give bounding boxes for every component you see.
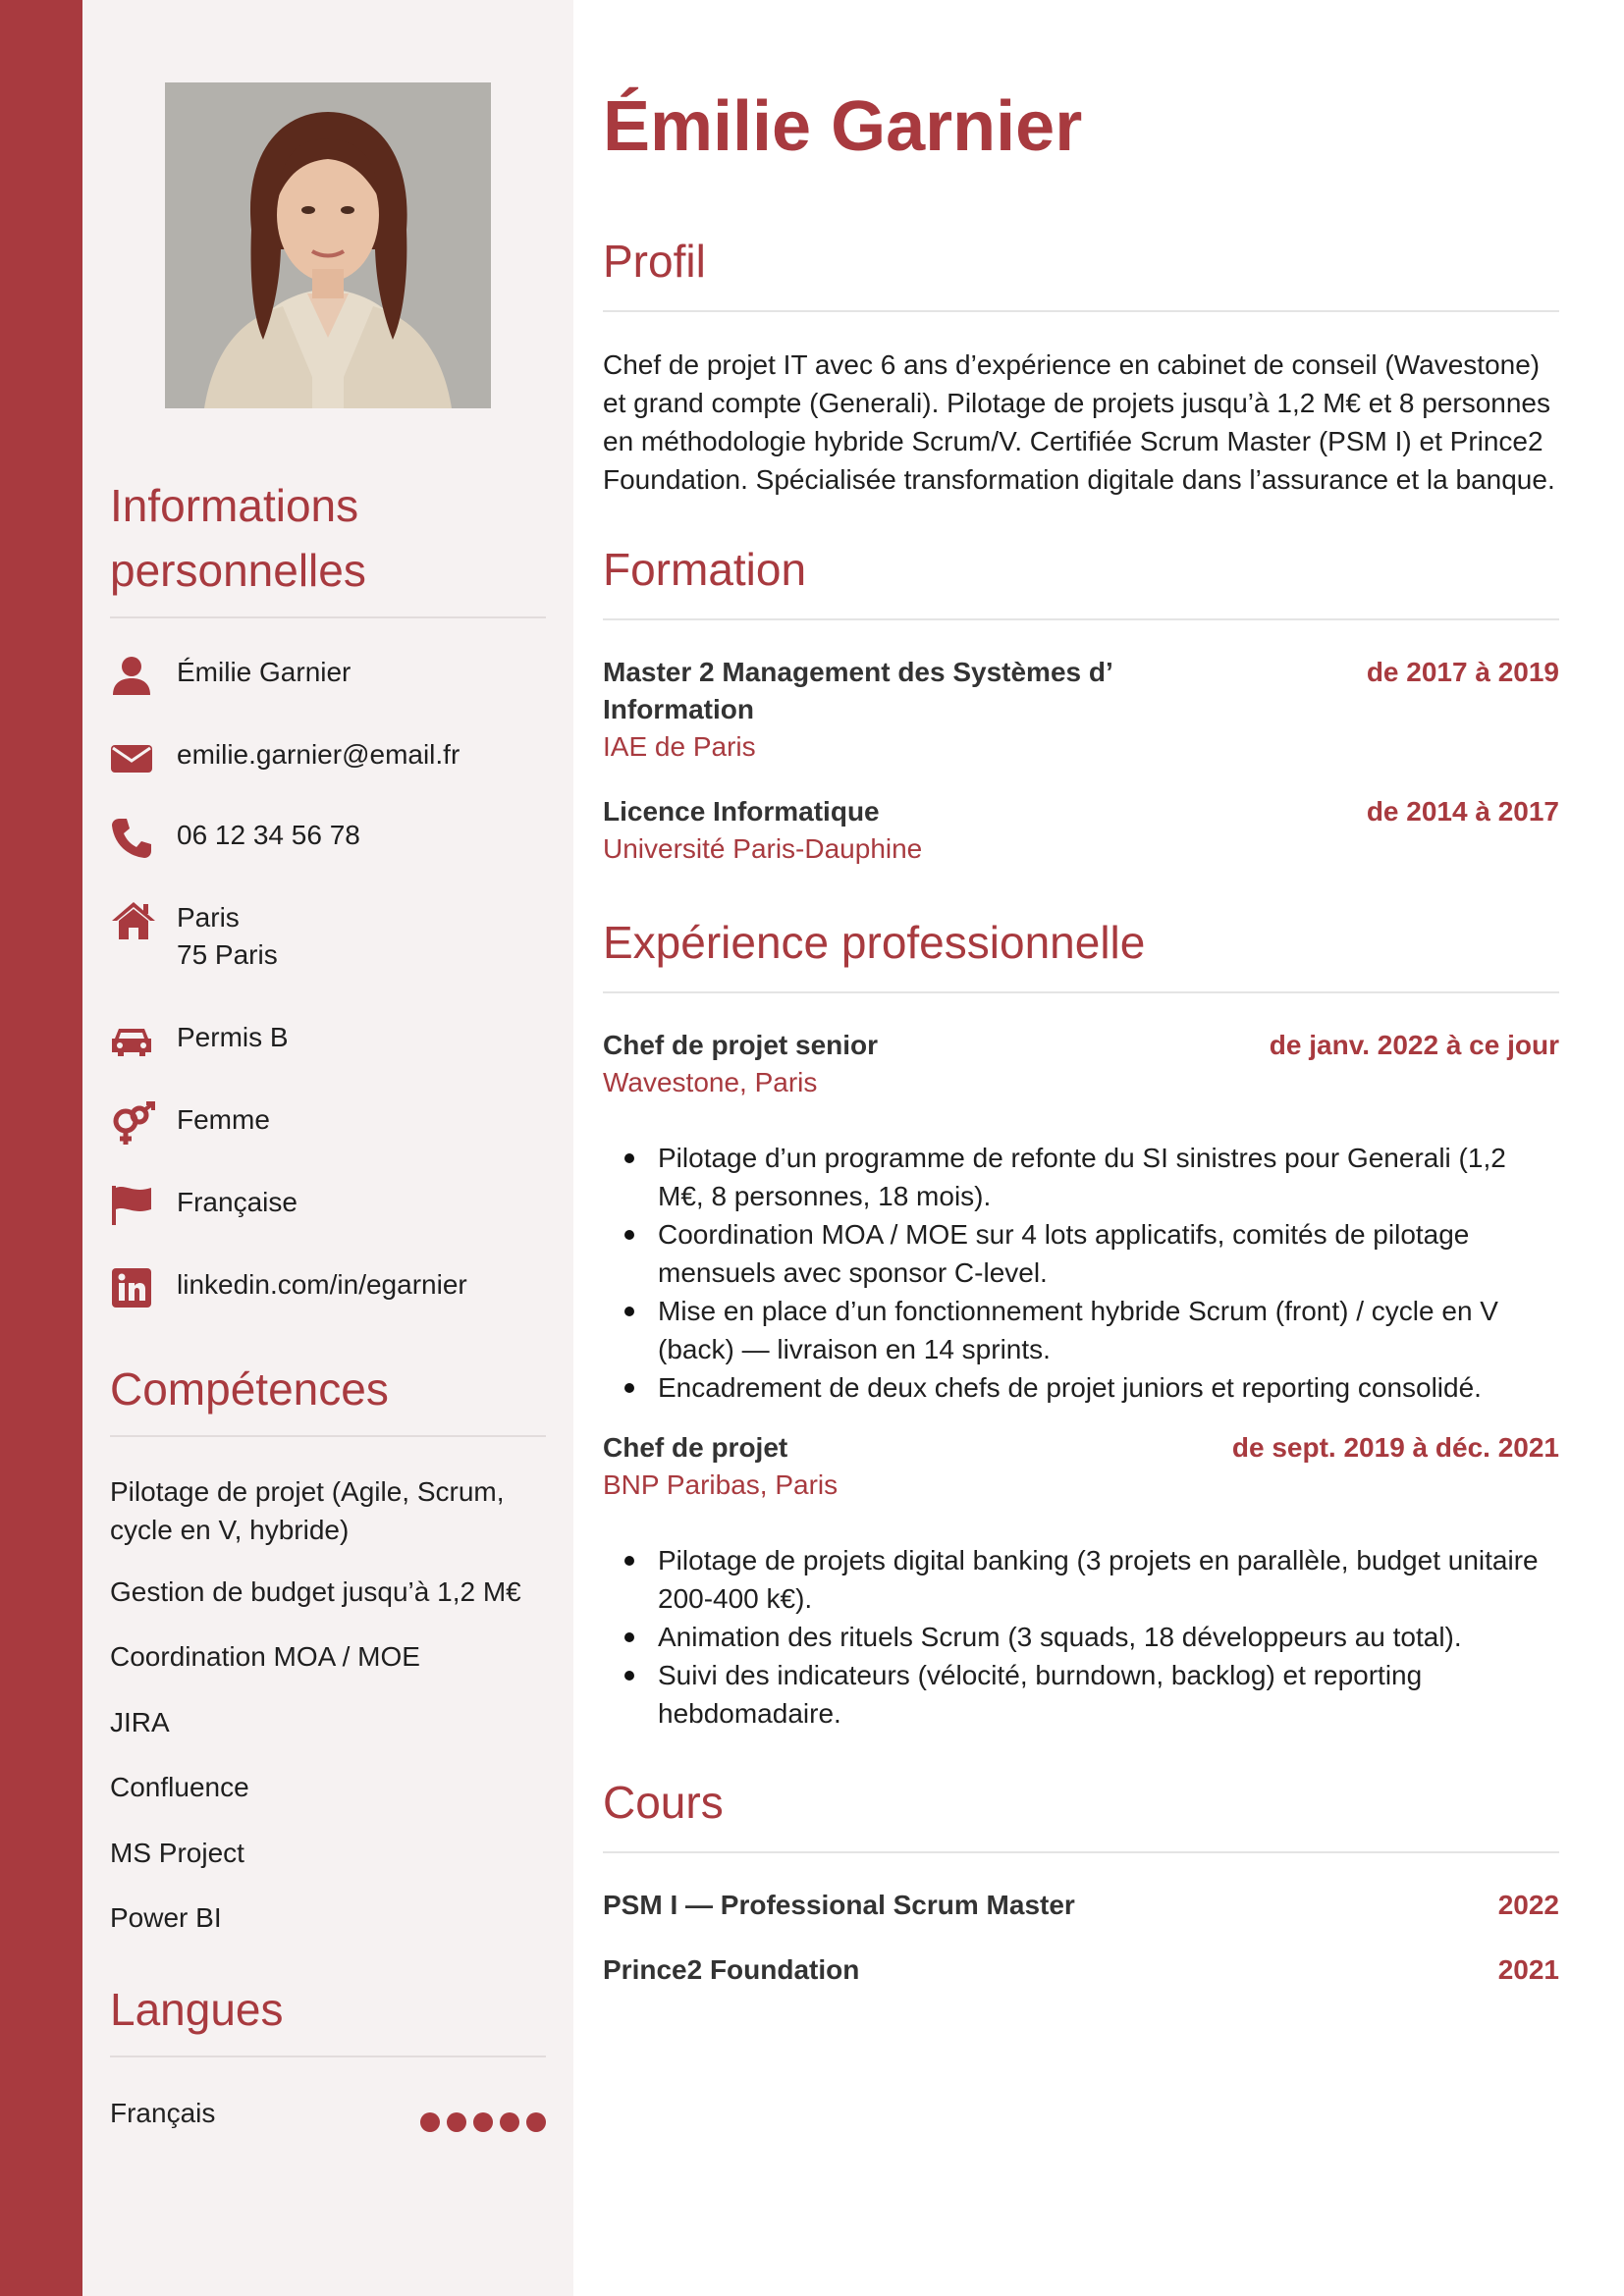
experience-company: BNP Paribas, Paris [603,1469,839,1500]
linkedin-icon [110,1266,153,1309]
skill-item: Confluence [110,1772,249,1802]
level-dot [500,2112,519,2132]
info-text: Paris 75 Paris [177,902,278,970]
info-text: Émilie Garnier [177,657,352,687]
bullet-item: Encadrement de deux chefs de projet juniors et reporting consolidé. [603,1368,1559,1407]
car-icon [110,1019,153,1062]
experience-title: Chef de projet [603,1432,788,1463]
skill-item: Gestion de budget jusqu’à 1,2 M€ [110,1576,521,1607]
bullet-item: Coordination MOA / MOE sur 4 lots applicatifs, comités de pilotage mensuels avec sponsor C-level. [603,1215,1559,1292]
courses-heading: Cours [603,1773,1559,1853]
experience-heading: Expérience professionnelle [603,913,1559,993]
education-title: Licence Informatique [603,796,880,827]
gender-icon [110,1101,153,1145]
profile-heading: Profil [603,232,1559,312]
level-dot [526,2112,546,2132]
experience-dates: de janv. 2022 à ce jour [1269,1030,1559,1060]
languages-heading: Langues [110,1977,546,2057]
profile-text: Chef de projet IT avec 6 ans d’expérience en cabinet de conseil (Wavestone) et grand compte (Generali). Pilotage de projets jusqu’à 1,2 M€ et 8 personnes en méthodologie hybride Scrum/V. Certifiée Scrum Master (PSM I) et Prince2 Foundation. Spécialisée transformation digitale dans l’assurance et la banque. [603,349,1555,495]
info-text[interactable]: linkedin.com/in/egarnier [177,1269,467,1300]
sidebar [82,0,573,2296]
phone-icon [110,817,153,860]
profile-photo [165,82,491,408]
personal-info-heading: Informations personnelles [110,473,546,618]
flag-icon [110,1184,153,1227]
info-text: Française [177,1187,298,1217]
home-icon [110,899,153,942]
info-text[interactable]: emilie.garnier@email.fr [177,739,460,770]
language-name: Français [110,2098,216,2128]
envelope-icon [110,736,153,779]
user-icon [110,654,153,697]
info-text: Femme [177,1104,270,1135]
course-year: 2022 [1497,1890,1559,1920]
experience-title: Chef de projet senior [603,1030,879,1060]
bullet-item: Animation des rituels Scrum (3 squads, 18 développeurs au total). [603,1618,1559,1656]
skill-item: Power BI [110,1902,222,1933]
skill-item: JIRA [110,1707,170,1737]
language-level [413,2105,546,2142]
bullet-item: Suivi des indicateurs (vélocité, burndown, backlog) et reporting hebdomadaire. [603,1656,1559,1733]
course-year: 2021 [1497,1954,1559,1985]
experience-bullets [603,1541,1559,1733]
education-dates: de 2017 à 2019 [1366,657,1559,687]
skill-item: Coordination MOA / MOE [110,1641,420,1672]
info-text: 06 12 34 56 78 [177,820,360,850]
course-title: PSM I — Professional Scrum Master [603,1890,1075,1920]
bullet-item: Pilotage d’un programme de refonte du SI sinistres pour Generali (1,2 M€, 8 personnes, 18 mois). [603,1139,1559,1215]
education-title: Master 2 Management des Systèmes d’ Information [603,657,1112,724]
experience-company: Wavestone, Paris [603,1067,818,1097]
course-title: Prince2 Foundation [603,1954,860,1985]
level-dot [447,2112,466,2132]
skills-heading: Compétences [110,1357,546,1437]
level-dot [473,2112,493,2132]
skill-item: MS Project [110,1838,244,1868]
education-school: IAE de Paris [603,731,756,762]
accent-stripe [0,0,82,2296]
education-heading: Formation [603,540,1559,620]
candidate-name: Émilie Garnier [603,87,1083,166]
level-dot [420,2112,440,2132]
bullet-item: Mise en place d’un fonctionnement hybride Scrum (front) / cycle en V (back) — livraison en 14 sprints. [603,1292,1559,1368]
skill-item: Pilotage de projet (Agile, Scrum, cycle en V, hybride) [110,1476,505,1545]
language-row [110,2095,546,2132]
education-dates: de 2014 à 2017 [1366,796,1559,827]
bullet-item: Pilotage de projets digital banking (3 projets en parallèle, budget unitaire 200-400 k€). [603,1541,1559,1618]
info-text: Permis B [177,1022,289,1052]
experience-dates: de sept. 2019 à déc. 2021 [1231,1432,1559,1463]
experience-bullets [603,1139,1559,1407]
education-school: Université Paris-Dauphine [603,833,923,864]
